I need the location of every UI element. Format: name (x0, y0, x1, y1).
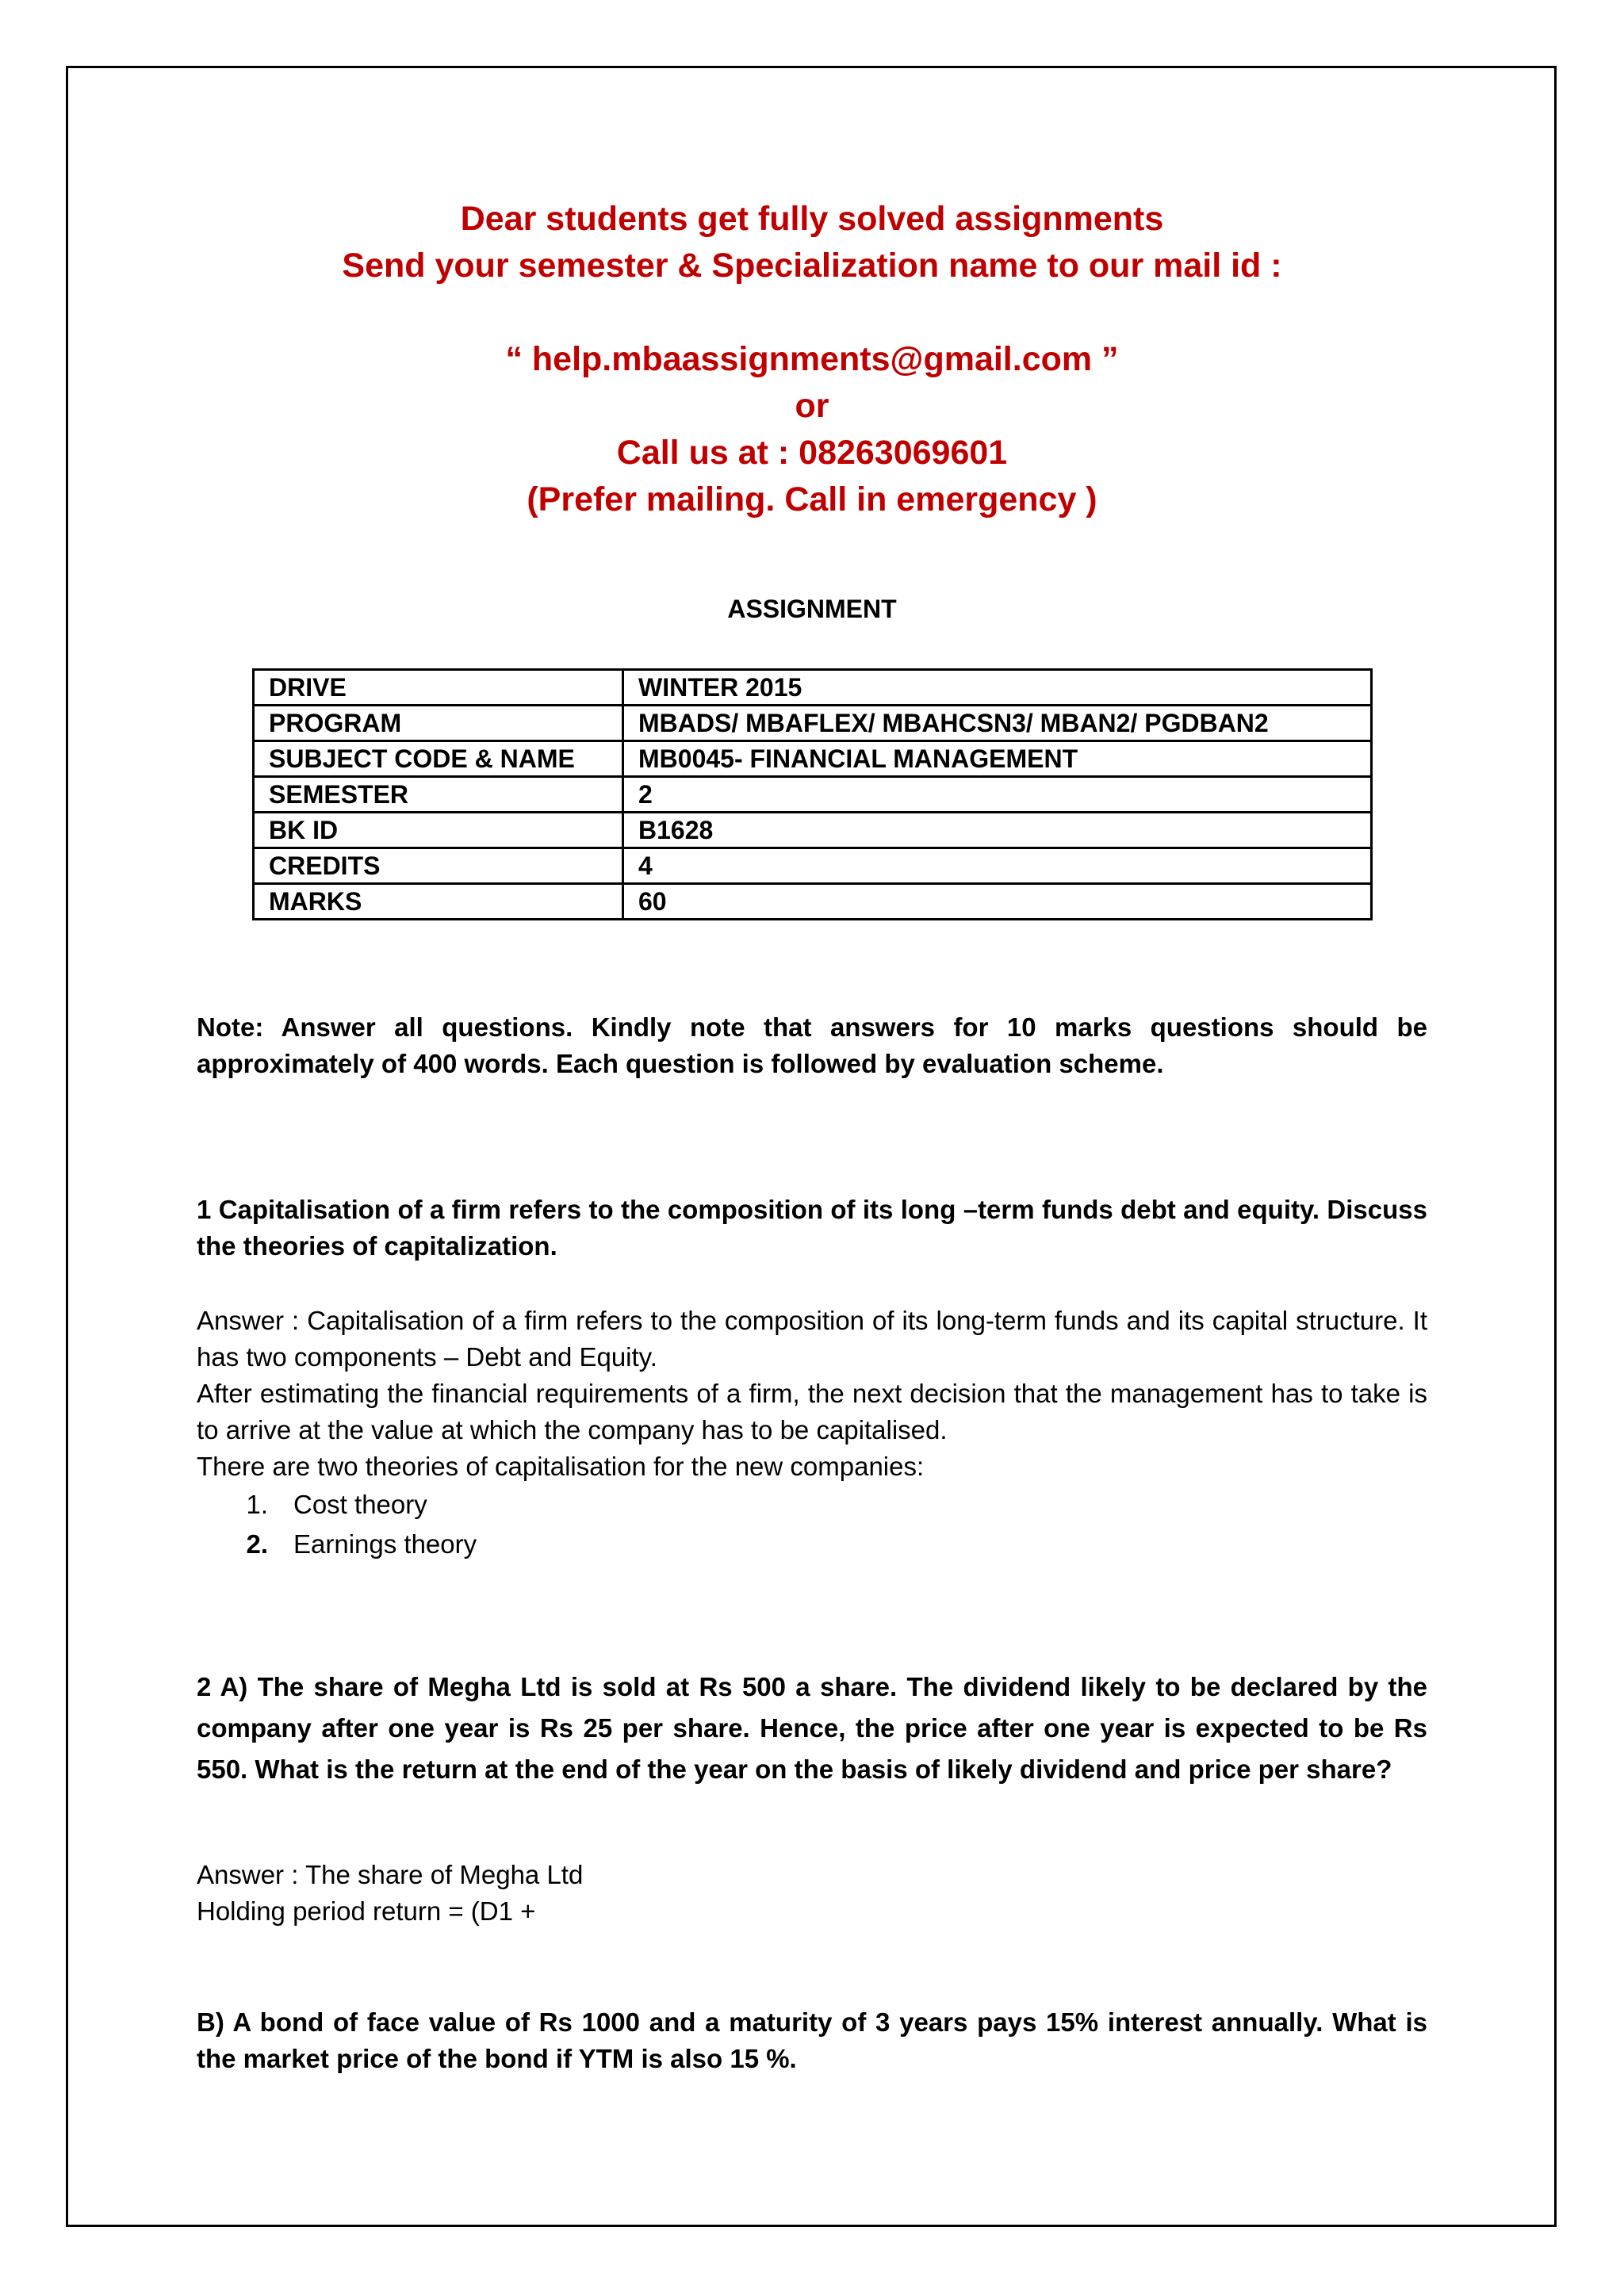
table-row (254, 706, 1372, 741)
list-number: 1. (246, 1490, 268, 1519)
theories-list (197, 1485, 1427, 1564)
table-row (254, 670, 1372, 706)
list-item (197, 1525, 1427, 1564)
list-item (197, 1485, 1427, 1525)
answer-1-paragraph-1: Answer : Capitalisation of a firm refers to the composition of its long-term funds and its capital structure. It has two components – Debt and Equity. (197, 1306, 1427, 1372)
list-text: Cost theory (293, 1490, 427, 1519)
table-value: MB0045- FINANCIAL MANAGEMENT (623, 741, 1372, 777)
assignment-heading: ASSIGNMENT (727, 595, 897, 623)
table-key: CREDITS (254, 848, 623, 884)
promo-prefer: (Prefer mailing. Call in emergency ) (527, 480, 1097, 519)
question-2a: 2 A) The share of Megha Ltd is sold at Rs 500 a share. The dividend likely to be declared by the company after one year is Rs 25 per share. Hence, the price after one year is expected to be Rs 550. What is the return at the end of the year on the basis of likely dividend and price per share? (197, 1672, 1427, 1784)
list-text: Earnings theory (293, 1529, 477, 1559)
table-row (254, 884, 1372, 920)
table-key: PROGRAM (254, 706, 623, 741)
table-key: DRIVE (254, 670, 623, 706)
promo-call: Call us at : 08263069601 (616, 434, 1008, 472)
table-row (254, 848, 1372, 884)
table-value: WINTER 2015 (623, 670, 1372, 706)
table-value: B1628 (623, 813, 1372, 848)
assignment-info-table (252, 668, 1373, 920)
table-key: BK ID (254, 813, 623, 848)
promo-line-1: Dear students get fully solved assignments (460, 200, 1164, 238)
promo-line-2: Send your semester & Specialization name to our mail id : (342, 247, 1282, 285)
table-key: SUBJECT CODE & NAME (254, 741, 623, 777)
table-row (254, 813, 1372, 848)
table-row (254, 741, 1372, 777)
note-paragraph: Note: Answer all questions. Kindly note that answers for 10 marks questions should be approximately of 400 words. Each question is followed by evaluation scheme. (197, 1012, 1427, 1078)
answer-1-paragraph-3: There are two theories of capitalisation for the new companies: (197, 1452, 925, 1481)
answer-2a-line-1: Answer : The share of Megha Ltd (197, 1860, 584, 1889)
answer-2a-line-2: Holding period return = (D1 + (197, 1896, 536, 1926)
table-key: SEMESTER (254, 777, 623, 813)
promo-email[interactable]: “ help.mbaassignments@gmail.com ” (505, 340, 1119, 378)
question-1: 1 Capitalisation of a firm refers to the composition of its long –term funds debt and equity. Discuss the theories of capitalization. (197, 1195, 1427, 1261)
list-number: 2. (246, 1529, 268, 1559)
promo-or: or (795, 387, 829, 425)
question-2b: B) A bond of face value of Rs 1000 and a maturity of 3 years pays 15% interest annually. What is the market price of the bond if YTM is also 15 %. (197, 2007, 1427, 2073)
table-value: MBADS/ MBAFLEX/ MBAHCSN3/ MBAN2/ PGDBAN2 (623, 706, 1372, 741)
table-key: MARKS (254, 884, 623, 920)
table-value: 4 (623, 848, 1372, 884)
answer-1-paragraph-2: After estimating the financial requirements of a firm, the next decision that the management has to take is to arrive at the value at which the company has to be capitalised. (197, 1379, 1427, 1445)
table-value: 2 (623, 777, 1372, 813)
table-value: 60 (623, 884, 1372, 920)
table-row (254, 777, 1372, 813)
